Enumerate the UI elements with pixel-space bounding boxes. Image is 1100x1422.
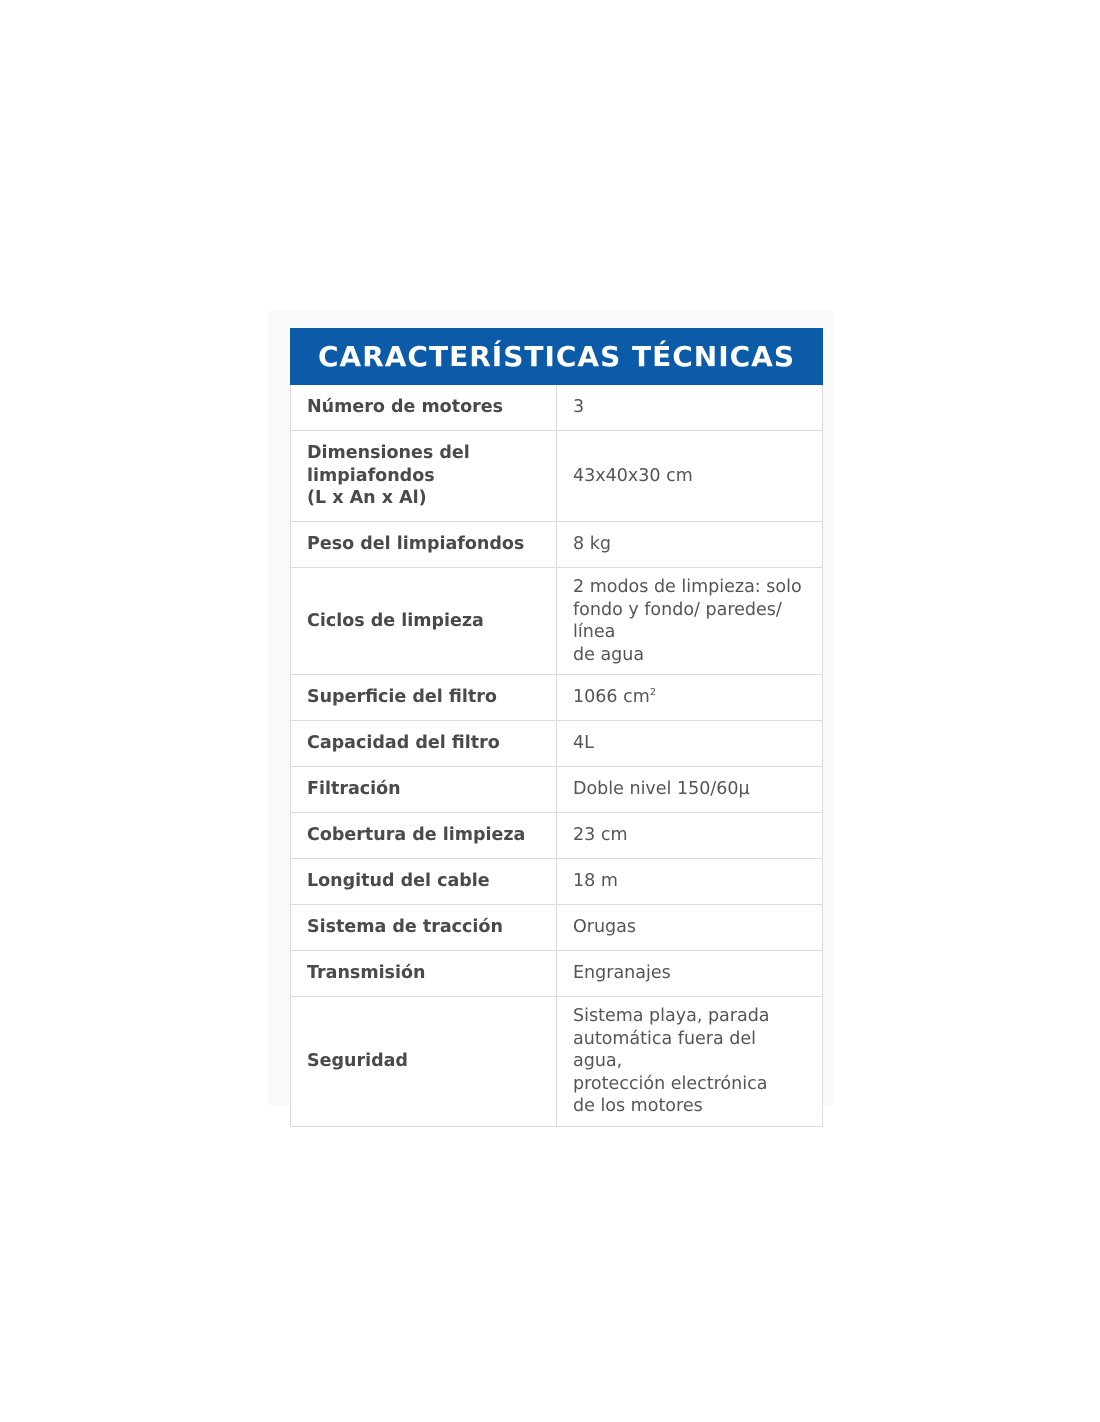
spec-value (557, 675, 823, 721)
spec-label: Cobertura de limpieza (291, 813, 557, 859)
spec-row-weight (291, 522, 823, 568)
spec-label: Sistema de tracción (291, 905, 557, 951)
spec-label: Capacidad del filtro (291, 721, 557, 767)
spec-row-safety (291, 997, 823, 1127)
spec-value-superscript: 2 (649, 687, 657, 699)
spec-row-filter-surface (291, 675, 823, 721)
table-header-row (291, 329, 823, 385)
spec-label: Filtración (291, 767, 557, 813)
spec-value: 3 (557, 385, 823, 431)
spec-value-text: 1066 cm (573, 687, 650, 708)
spec-value: 8 kg (557, 522, 823, 568)
spec-row-dimensions (291, 431, 823, 522)
spec-label: Ciclos de limpieza (291, 568, 557, 675)
spec-value: 23 cm (557, 813, 823, 859)
spec-label: Longitud del cable (291, 859, 557, 905)
spec-label: Número de motores (291, 385, 557, 431)
spec-label: Transmisión (291, 951, 557, 997)
spec-label: Seguridad (291, 997, 557, 1127)
spec-row-motors (291, 385, 823, 431)
technical-specs-table (290, 328, 823, 1127)
spec-row-filter-capacity (291, 721, 823, 767)
spec-row-filtration (291, 767, 823, 813)
spec-row-traction-system (291, 905, 823, 951)
spec-row-cleaning-coverage (291, 813, 823, 859)
spec-value: Sistema playa, parada automática fuera del agua, protección electrónica de los motores (557, 997, 823, 1127)
spec-value: Doble nivel 150/60µ (557, 767, 823, 813)
table-title: CARACTERÍSTICAS TÉCNICAS (291, 329, 823, 385)
spec-value: 2 modos de limpieza: solo fondo y fondo/ paredes/ línea de agua (557, 568, 823, 675)
spec-label: Peso del limpiafondos (291, 522, 557, 568)
spec-value: Orugas (557, 905, 823, 951)
spec-label: Superficie del filtro (291, 675, 557, 721)
spec-value: 18 m (557, 859, 823, 905)
spec-row-transmission (291, 951, 823, 997)
spec-value: 43x40x30 cm (557, 431, 823, 522)
spec-value: 4L (557, 721, 823, 767)
spec-row-cleaning-cycles (291, 568, 823, 675)
spec-row-cable-length (291, 859, 823, 905)
spec-value: Engranajes (557, 951, 823, 997)
spec-label: Dimensiones del limpiafondos (L x An x Al) (291, 431, 557, 522)
